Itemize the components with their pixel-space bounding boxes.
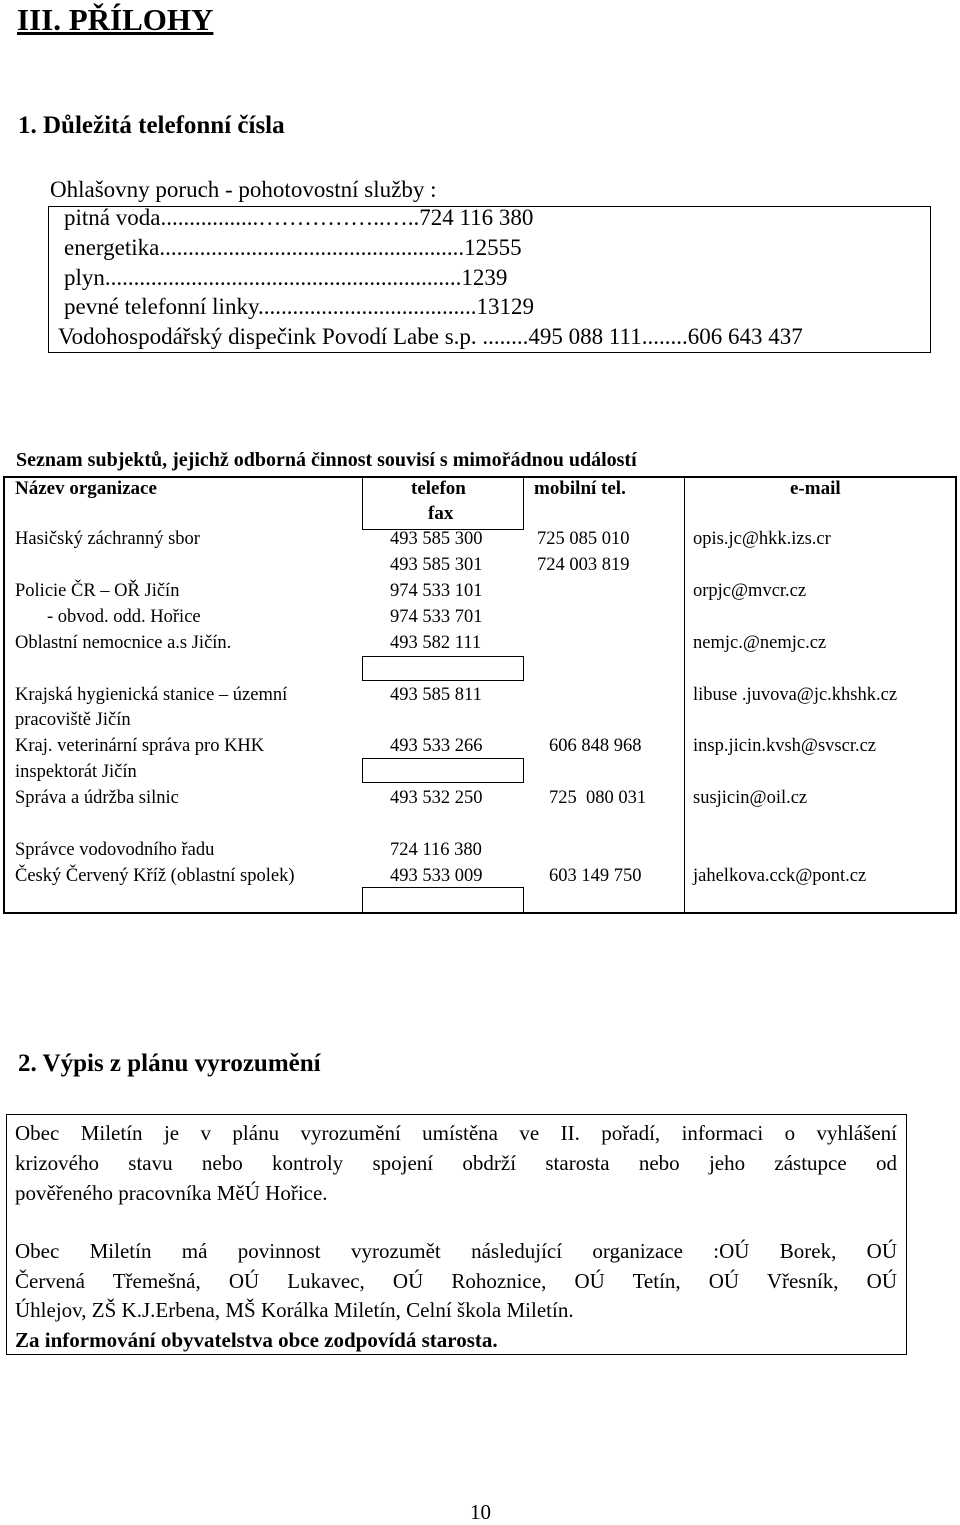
plan-para2-line3: Úhlejov, ZŠ K.J.Erbena, MŠ Korálka Miletín, Celní škola Miletín. — [15, 1298, 574, 1322]
table-cell-phone: 493 585 300 — [390, 529, 483, 549]
plan-para1-line3: pověřeného pracovníka MěÚ Hořice. — [15, 1181, 328, 1205]
table-cell-mobile: 606 848 968 — [549, 736, 642, 756]
table-cell-name: - obvod. odd. Hořice — [47, 607, 201, 627]
table-cell-name: Krajská hygienická stanice – územní — [15, 685, 288, 705]
header-mobile: mobilní tel. — [534, 478, 626, 499]
table-cell-name: Český Červený Kříž (oblastní spolek) — [15, 866, 295, 886]
table-cell-email: jahelkova.cck@pont.cz — [693, 866, 867, 886]
header-fax: fax — [428, 503, 454, 524]
table-cell-phone: 724 116 380 — [390, 840, 482, 860]
hotline-energy: energetika.....................................................12555 — [64, 235, 522, 260]
table-cell-phone: 974 533 701 — [390, 607, 483, 627]
header-email: e-mail — [790, 478, 841, 499]
plan-para3: Za informování obyvatelstva obce zodpovídá starosta. — [15, 1328, 498, 1352]
table-cell-email: susjicin@oil.cz — [693, 788, 808, 808]
table-cell-phone: 493 532 250 — [390, 788, 483, 808]
table-cell-phone: 974 533 101 — [390, 581, 483, 601]
table-cell-email: nemjc.@nemjc.cz — [693, 633, 827, 653]
table-cell-phone: 493 533 009 — [390, 866, 483, 886]
table-cell-email: opis.jc@hkk.izs.cr — [693, 529, 831, 549]
table-cell-email: libuse .juvova@jc.khshk.cz — [693, 685, 898, 705]
table-cell-email: insp.jicin.kvsh@svscr.cz — [693, 736, 877, 756]
plan-para2-line1: Obec Miletín má povinnost vyrozumět následující organizace :OÚ Borek, OÚ — [15, 1239, 897, 1263]
hotline-phone: pevné telefonní linky......................................13129 — [64, 294, 534, 319]
hotline-water-dispatch: Vodohospodářský dispečink Povodí Labe s.p. ........495 088 111........606 643 437 — [58, 324, 803, 349]
hotline-water: pitná voda.................……………..…..724 116 380 — [64, 205, 534, 230]
plan-para2-line2: Červená Třemešná, OÚ Lukavec, OÚ Rohoznice, OÚ Tetín, OÚ Vřesník, OÚ — [15, 1269, 897, 1293]
table-cell-email: orpjc@mvcr.cz — [693, 581, 807, 601]
table-cell-name: Správa a údržba silnic — [15, 788, 179, 808]
table-heading: Seznam subjektů, jejichž odborná činnost souvisí s mimořádnou událostí — [16, 449, 637, 471]
table-cell-name: Oblastní nemocnice a.s Jičín. — [15, 633, 232, 653]
phone-cell-box — [362, 758, 524, 783]
table-cell-name: inspektorát Jičín — [15, 762, 137, 782]
table-cell-mobile: 725 080 031 — [549, 788, 647, 808]
header-phone: telefon — [411, 478, 466, 499]
page-number: 10 — [470, 1500, 491, 1524]
col-divider — [684, 478, 685, 912]
table-cell-name: Hasičský záchranný sbor — [15, 529, 200, 549]
table-cell-phone: 493 533 266 — [390, 736, 483, 756]
section2-title: 2. Výpis z plánu vyrozumění — [18, 1050, 321, 1077]
phone-cell-box — [362, 656, 524, 681]
table-cell-phone: 493 585 301 — [390, 555, 483, 575]
table-cell-phone: 493 585 811 — [390, 685, 482, 705]
table-cell-name: Správce vodovodního řadu — [15, 840, 215, 860]
plan-para1-line1: Obec Miletín je v plánu vyrozumění umístěna ve II. pořadí, informaci o vyhlášení — [15, 1121, 897, 1145]
hotline-gas: plyn..............................................................1239 — [64, 265, 508, 290]
hotlines-heading: Ohlašovny poruch - pohotovostní služby : — [50, 177, 437, 202]
table-cell-phone: 493 582 111 — [390, 633, 482, 653]
section1-title: 1. Důležitá telefonní čísla — [18, 112, 285, 139]
page-title: III. PŘÍLOHY — [17, 2, 214, 37]
table-cell-mobile: 725 085 010 — [537, 529, 630, 549]
table-cell-name: pracoviště Jičín — [15, 710, 131, 730]
table-cell-name: Policie ČR – OŘ Jičín — [15, 581, 180, 601]
plan-para1-line2: krizového stavu nebo kontroly spojení obdrží starosta nebo jeho zástupce od — [15, 1151, 897, 1175]
phone-cell-box — [362, 887, 524, 914]
table-cell-mobile: 724 003 819 — [537, 555, 630, 575]
table-cell-name: Kraj. veterinární správa pro KHK — [15, 736, 265, 756]
table-cell-mobile: 603 149 750 — [549, 866, 642, 886]
header-name: Název organizace — [15, 478, 157, 499]
